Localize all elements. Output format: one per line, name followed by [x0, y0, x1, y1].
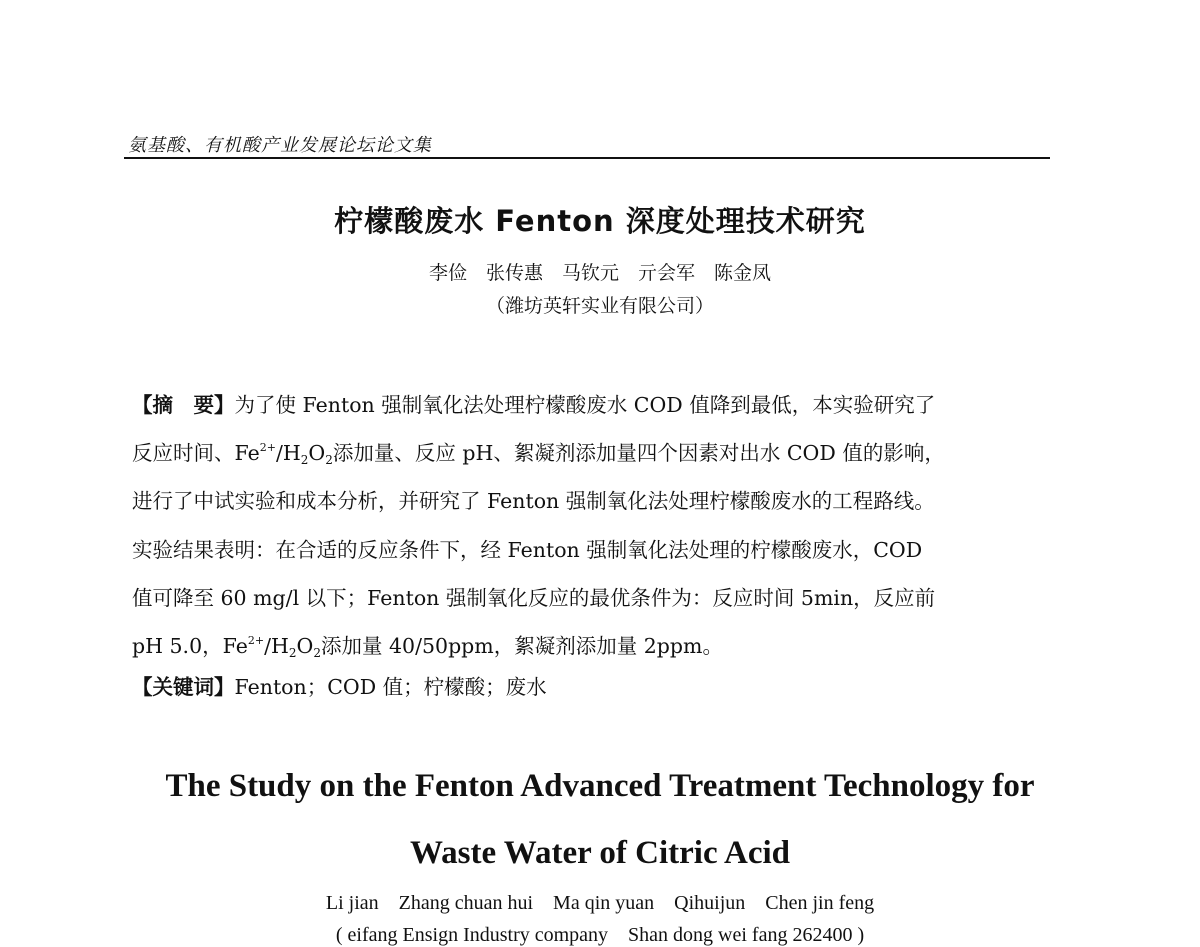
superscript: 2+ — [247, 633, 265, 647]
abstract-text: O — [308, 441, 326, 466]
superscript: 2+ — [259, 441, 276, 455]
paper-title-en-line-1: The Study on the Fenton Advanced Treatment Technology for — [165, 768, 1035, 804]
keywords-label: 【关键词】 — [132, 675, 235, 699]
abstract-text: pH 5.0，Fe — [132, 633, 248, 658]
paper-title-en-line-2: Waste Water of Citric Acid — [409, 835, 791, 871]
abstract-text: 为了使 Fenton 强制氧化法处理柠檬酸废水 COD 值降到最低，本实验研究了 — [234, 393, 936, 417]
abstract-text: /H — [264, 633, 289, 658]
header-rule — [124, 157, 1050, 159]
abstract — [132, 381, 1052, 670]
abstract-line-6 — [132, 622, 1052, 670]
abstract-line-4: 实验结果表明：在合适的反应条件下，经 Fenton 强制氧化法处理的柠檬酸废水，COD — [132, 537, 923, 562]
affiliation-en: ( eifang Ensign Industry company Shan dong wei fang 262400 ) — [335, 924, 865, 946]
abstract-line-3: 进行了中试实验和成本分析，并研究了 Fenton 强制氧化法处理柠檬酸废水的工程路线。 — [132, 489, 935, 514]
authors-cn: 李俭 张传惠 马钦元 亓会军 陈金凤 — [428, 262, 771, 284]
subscript: 2 — [300, 453, 309, 468]
keywords-text: Fenton；COD 值；柠檬酸；废水 — [234, 675, 547, 699]
keywords — [132, 670, 547, 700]
subscript: 2 — [288, 645, 297, 660]
abstract-text: 反应时间、Fe — [132, 441, 260, 466]
subscript: 2 — [313, 645, 321, 660]
abstract-text: O — [296, 633, 314, 658]
running-header: 氨基酸、有机酸产业发展论坛论文集 — [128, 135, 432, 156]
paper-title-cn: 柠檬酸废水 Fenton 深度处理技术研究 — [334, 204, 866, 238]
abstract-line-2 — [132, 429, 1052, 477]
abstract-text: 添加量 40/50ppm，絮凝剂添加量 2ppm。 — [320, 633, 723, 658]
abstract-line-5: 值可降至 60 mg/l 以下；Fenton 强制氧化反应的最优条件为：反应时间 5min，反应前 — [132, 585, 936, 610]
subscript: 2 — [325, 453, 333, 468]
affiliation-cn: （潍坊英轩实业有限公司） — [485, 295, 714, 317]
abstract-label: 【摘 要】 — [132, 393, 235, 417]
authors-en: Li jian Zhang chuan hui Ma qin yuan Qihuijun Chen jin feng — [325, 892, 875, 914]
abstract-text: /H — [275, 441, 301, 466]
abstract-text: 添加量、反应 pH、絮凝剂添加量四个因素对出水 COD 值的影响， — [332, 441, 945, 466]
abstract-line-1 — [132, 381, 1052, 429]
